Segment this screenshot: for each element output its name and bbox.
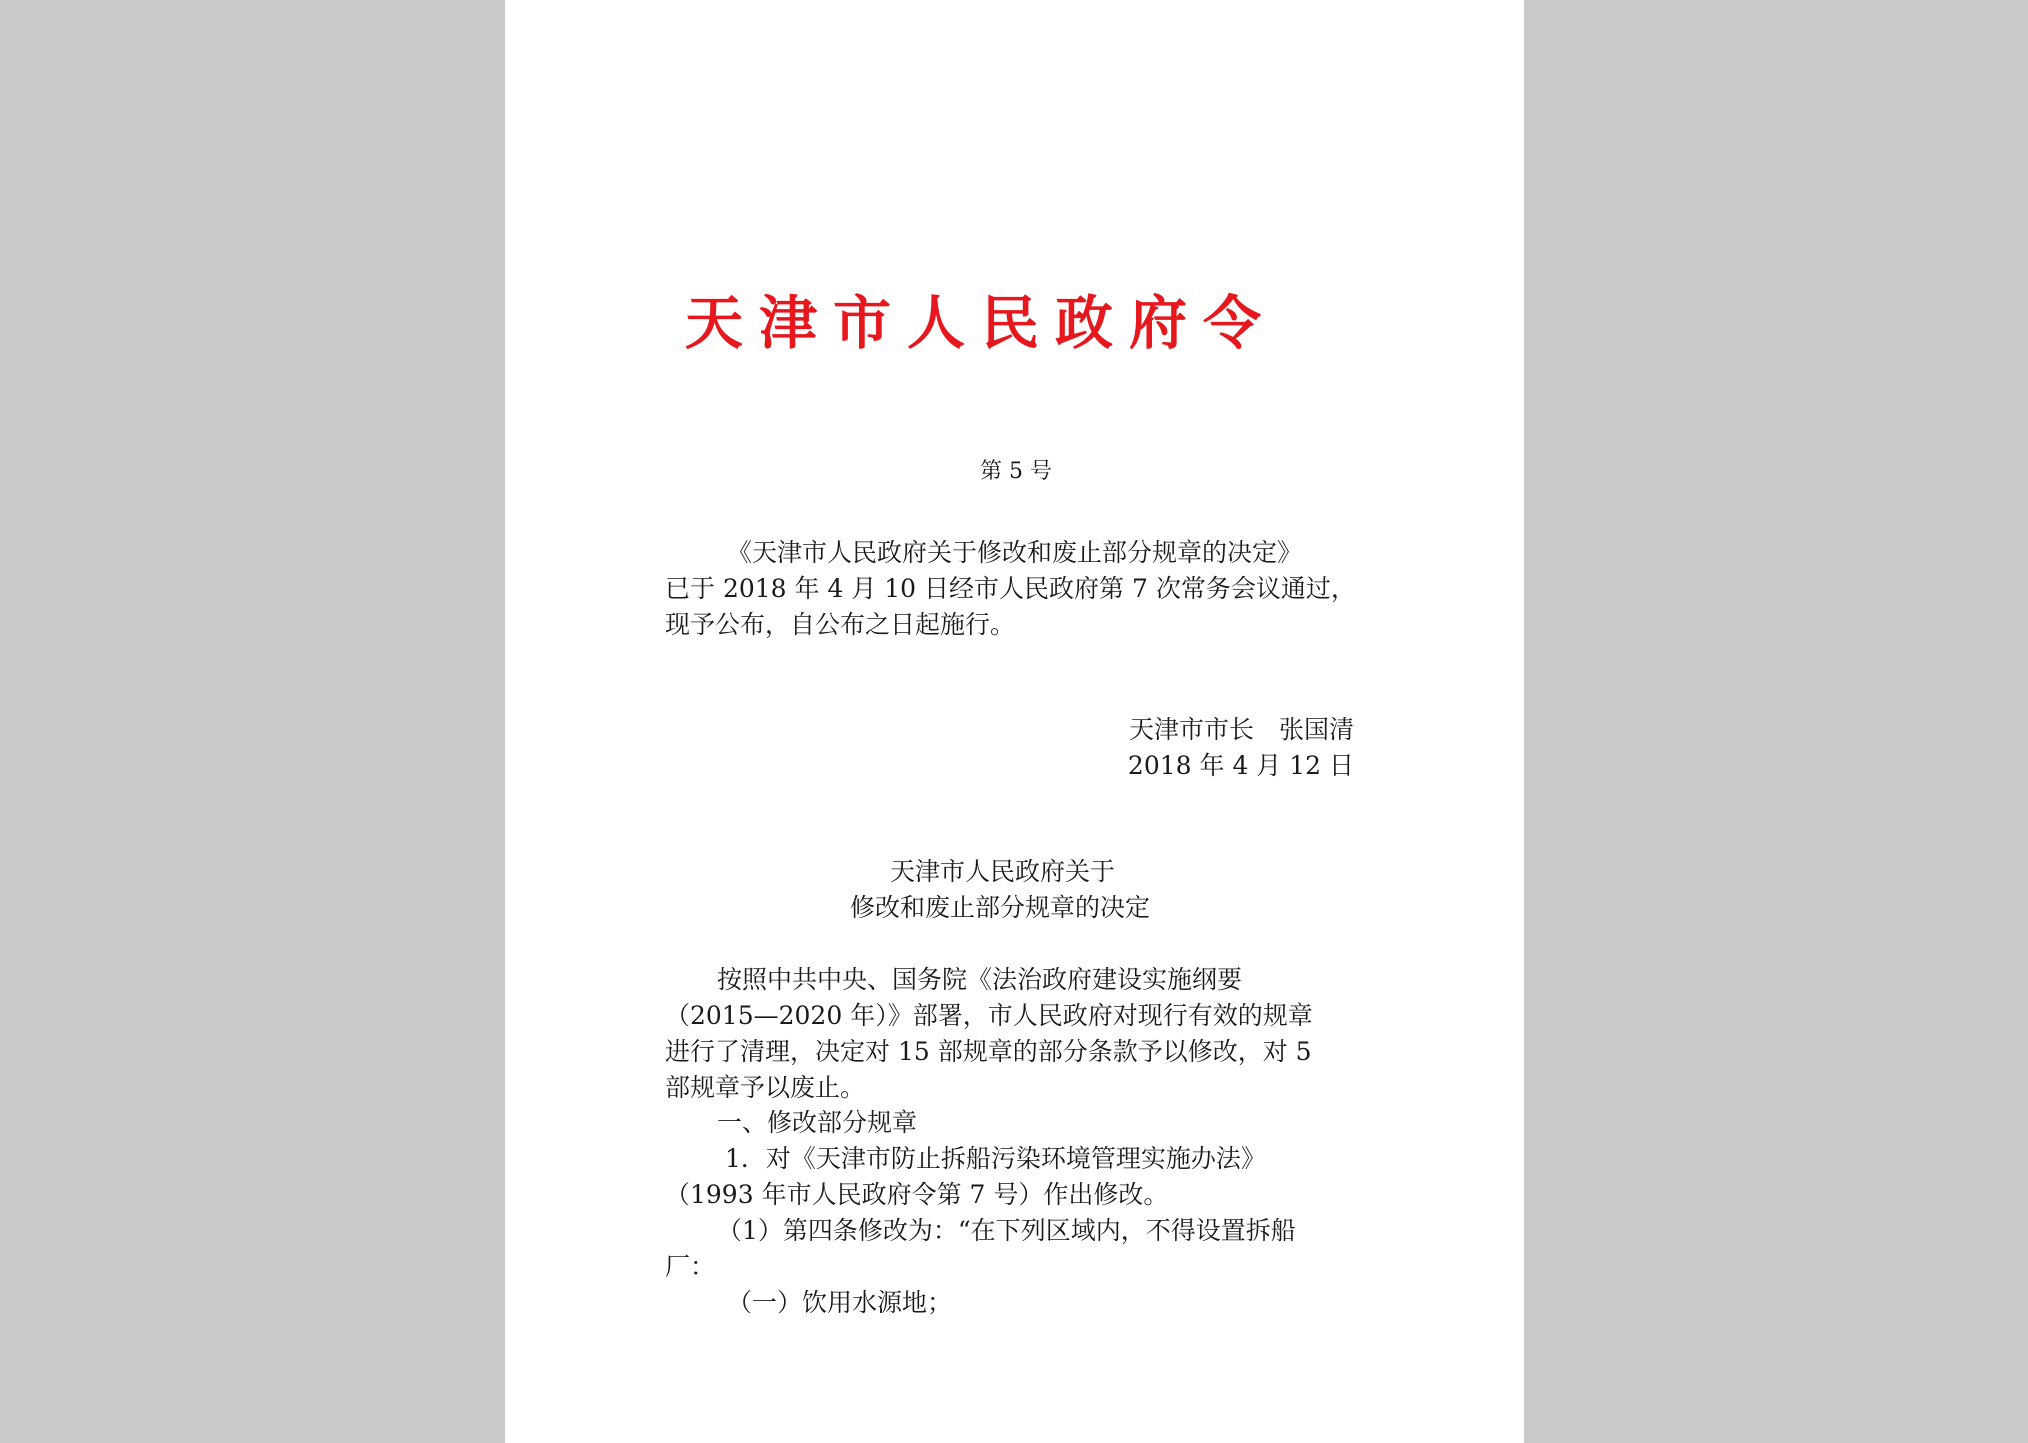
signature-date: 2018 年 4 月 12 日 <box>1127 751 1354 780</box>
promulgation-line-1: 《天津市人民政府关于修改和废止部分规章的决定》 <box>727 538 1303 567</box>
decision-title-line-1: 天津市人民政府关于 <box>890 857 1116 886</box>
body-line-3: 进行了清理，决定对 15 部规章的部分条款予以修改，对 5 <box>665 1037 1312 1066</box>
signature-signer: 天津市市长 张国清 <box>1128 715 1354 744</box>
promulgation-line-2: 已于 2018 年 4 月 10 日经市人民政府第 7 次常务会议通过， <box>665 574 1356 603</box>
order-number: 第 5 号 <box>980 459 1052 484</box>
section-heading: 一、修改部分规章 <box>717 1108 918 1137</box>
promulgation-line-3: 现予公布，自公布之日起施行。 <box>665 610 1016 639</box>
body-line-4: 部规章予以废止。 <box>665 1073 866 1102</box>
document-page <box>505 0 1524 1443</box>
body-line-8: （1）第四条修改为：“在下列区域内，不得设置拆船 <box>717 1216 1296 1245</box>
document-title: 天津市人民政府令 <box>685 289 1278 357</box>
body-line-6: 1．对《天津市防止拆船污染环境管理实施办法》 <box>725 1144 1266 1173</box>
body-line-7: （1993 年市人民政府令第 7 号）作出修改。 <box>665 1180 1169 1209</box>
body-line-10: （一）饮用水源地； <box>727 1288 953 1317</box>
body-line-2: （2015—2020 年）》部署，市人民政府对现行有效的规章 <box>665 1001 1313 1030</box>
body-line-1: 按照中共中央、国务院《法治政府建设实施纲要 <box>717 965 1243 994</box>
body-line-9: 厂： <box>665 1252 716 1281</box>
decision-title-line-2: 修改和废止部分规章的决定 <box>850 893 1151 922</box>
